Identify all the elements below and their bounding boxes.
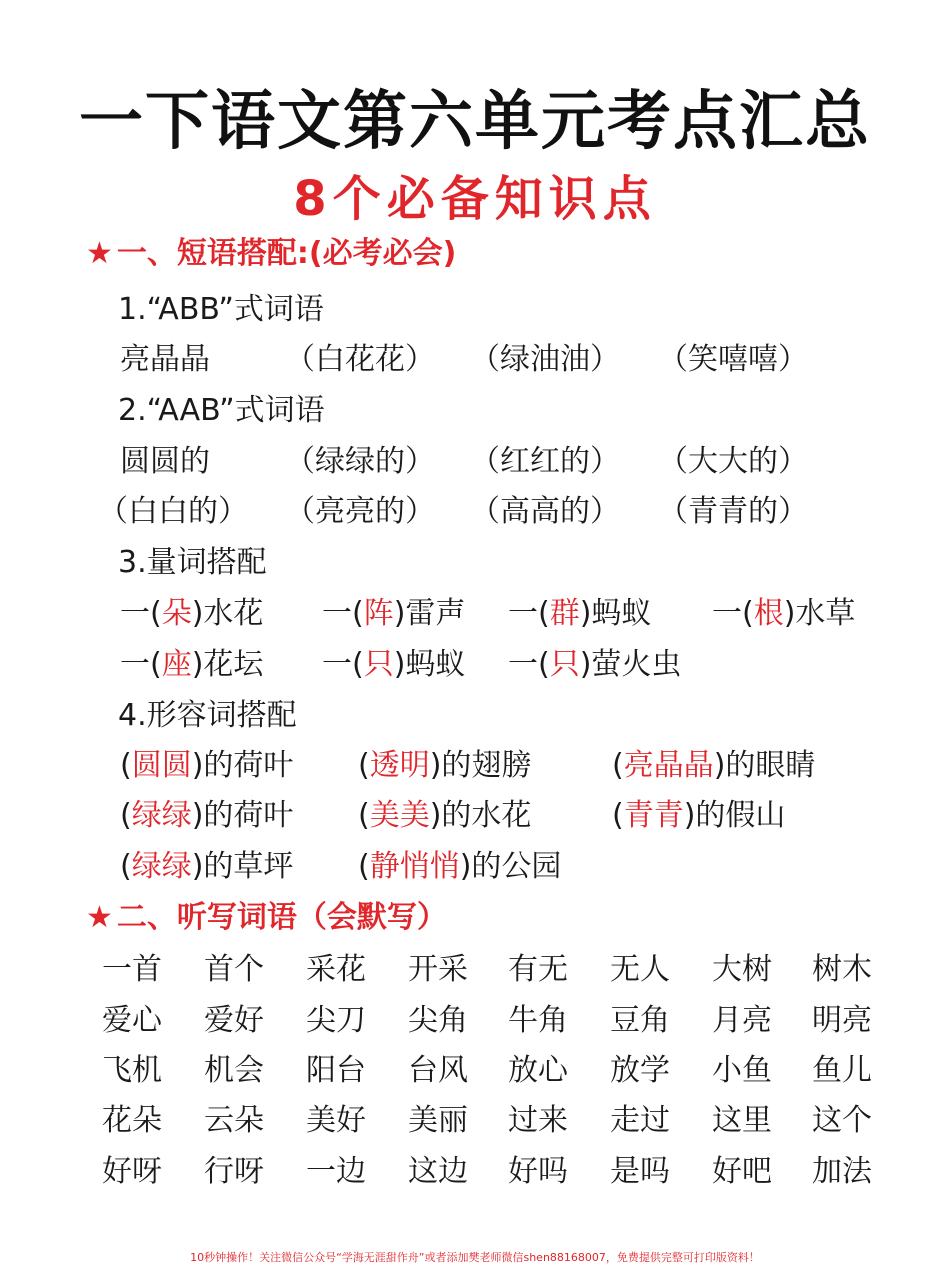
dictation-word: 花朵: [102, 1103, 162, 1138]
page-title: 一下语文第六单元考点汇总: [79, 85, 871, 159]
dictation-word: 阳台: [306, 1053, 366, 1088]
dictation-word: 采花: [306, 952, 366, 987]
star-icon: ★: [86, 900, 113, 935]
dictation-word: 云朵: [204, 1103, 264, 1138]
measure-label: 3.量词搭配: [118, 545, 267, 580]
dictation-word: 走过: [610, 1103, 670, 1138]
abb-label: 1.“ABB”式词语: [118, 292, 324, 327]
aab-answer: （红红的）: [470, 444, 620, 479]
dictation-word: 好吧: [712, 1154, 772, 1189]
adjective-phrase: (绿绿)的荷叶: [120, 798, 294, 833]
dictation-word: 树木: [812, 952, 872, 987]
dictation-word: 牛角: [508, 1003, 568, 1038]
section-1-heading: [86, 228, 456, 272]
adjective-phrase: (圆圆)的荷叶: [120, 748, 294, 783]
dictation-word: 首个: [204, 952, 264, 987]
adjective-label: 4.形容词搭配: [118, 698, 297, 733]
aab-answer: （绿绿的）: [285, 444, 435, 479]
page-subtitle: 8个必备知识点: [293, 171, 657, 227]
adjective-phrase: (美美)的水花: [358, 798, 532, 833]
dictation-word: 这里: [712, 1103, 772, 1138]
dictation-word: 飞机: [102, 1053, 162, 1088]
dictation-word: 放学: [610, 1053, 670, 1088]
dictation-word: 明亮: [812, 1003, 872, 1038]
dictation-word: 机会: [204, 1053, 264, 1088]
section-1-heading-text: 一、短语搭配:(必考必会): [116, 236, 457, 271]
aab-answer: （青青的）: [658, 494, 808, 529]
dictation-word: 有无: [508, 952, 568, 987]
footer-note: 10秒钟操作！关注微信公众号“学海无涯甜作舟”或者添加樊老师微信shen88168007，免费提供完整可打印版资料！: [190, 1251, 760, 1264]
dictation-word: 一边: [306, 1154, 366, 1189]
dictation-word: 这边: [408, 1154, 468, 1189]
dictation-word: 行呀: [204, 1154, 264, 1189]
aab-answer: （高高的）: [470, 494, 620, 529]
dictation-word: 爱好: [204, 1003, 264, 1038]
dictation-word: 爱心: [102, 1003, 162, 1038]
measure-phrase: 一(阵)雷声: [322, 596, 466, 631]
dictation-word: 尖刀: [306, 1003, 366, 1038]
aab-label: 2.“AAB”式词语: [118, 393, 325, 428]
dictation-word: 过来: [508, 1103, 568, 1138]
aab-answer: （大大的）: [658, 444, 808, 479]
dictation-word: 是吗: [610, 1154, 670, 1189]
dictation-word: 加法: [812, 1154, 872, 1189]
adjective-phrase: (透明)的翅膀: [358, 748, 532, 783]
dictation-word: 放心: [508, 1053, 568, 1088]
abb-answer: （笑嘻嘻）: [658, 342, 808, 377]
aab-example: 圆圆的: [120, 444, 210, 479]
section-2-heading-text: 二、听写词语（会默写）: [116, 900, 447, 935]
dictation-word: 开采: [408, 952, 468, 987]
dictation-word: 无人: [610, 952, 670, 987]
adjective-phrase: (静悄悄)的公园: [358, 849, 562, 884]
measure-phrase: 一(群)蚂蚁: [508, 596, 652, 631]
dictation-word: 小鱼: [712, 1053, 772, 1088]
adjective-phrase: (亮晶晶)的眼睛: [612, 748, 816, 783]
dictation-word: 好呀: [102, 1154, 162, 1189]
dictation-word: 美丽: [408, 1103, 468, 1138]
measure-phrase: 一(根)水草: [712, 596, 856, 631]
dictation-word: 鱼儿: [812, 1053, 872, 1088]
abb-answer: （白花花）: [285, 342, 435, 377]
adjective-phrase: (绿绿)的草坪: [120, 849, 294, 884]
dictation-word: 大树: [712, 952, 772, 987]
dictation-word: 这个: [812, 1103, 872, 1138]
measure-phrase: 一(朵)水花: [120, 596, 264, 631]
dictation-word: 尖角: [408, 1003, 468, 1038]
aab-answer: （白白的）: [98, 494, 248, 529]
aab-answer: （亮亮的）: [285, 494, 435, 529]
dictation-word: 豆角: [610, 1003, 670, 1038]
dictation-word: 月亮: [712, 1003, 772, 1038]
dictation-word: 台风: [408, 1053, 468, 1088]
measure-phrase: 一(座)花坛: [120, 647, 264, 682]
measure-phrase: 一(只)萤火虫: [508, 647, 682, 682]
adjective-phrase: (青青)的假山: [612, 798, 786, 833]
dictation-word: 好吗: [508, 1154, 568, 1189]
abb-answer: （绿油油）: [470, 342, 620, 377]
dictation-word: 一首: [102, 952, 162, 987]
star-icon: ★: [86, 236, 113, 271]
abb-example: 亮晶晶: [120, 342, 210, 377]
dictation-word: 美好: [306, 1103, 366, 1138]
measure-phrase: 一(只)蚂蚁: [322, 647, 466, 682]
section-2-heading: [86, 892, 447, 936]
